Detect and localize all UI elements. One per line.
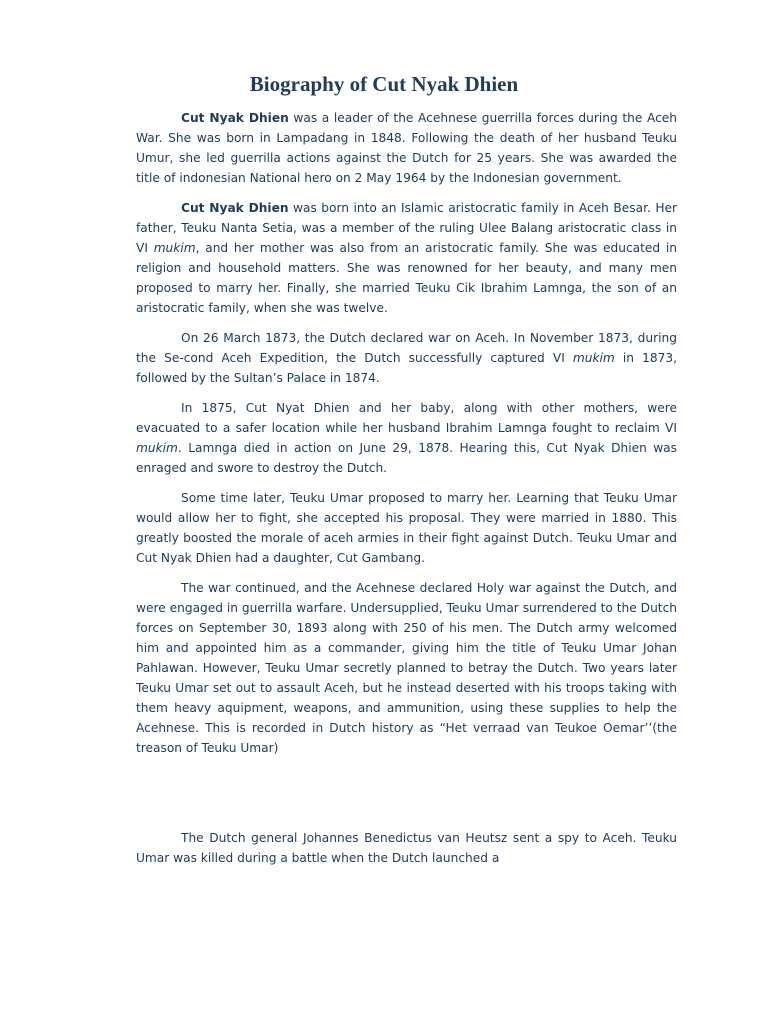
- paragraph-2-italic: mukim: [153, 241, 196, 255]
- paragraph-5-text: Some time later, Teuku Umar proposed to marry her. Learning that Teuku Umar would allow her to fight, she accepted his proposal. They were married in 1880. This greatly boosted the morale of aceh armies in their fight against Dutch. Teuku Umar and Cut Nyak Dhien had a daughter, Cut Gambang.: [136, 491, 677, 565]
- paragraph-2-text-b: , and her mother was also from an aristocratic family. She was educated in religion and household matters. She was renowned for her beauty, and many men proposed to marry her. Finally, she married Teuku Cik Ibrahim Lamnga, the son of an aristocratic family, when she was twelve.: [136, 241, 677, 315]
- paragraph-1: [136, 108, 677, 188]
- paragraph-2: [136, 198, 677, 318]
- paragraph-3-text-a: On 26 March 1873, the Dutch declared war on Aceh. In November 1873, during the Se-cond Aceh Expedition, the Dutch successfully captured VI: [136, 331, 677, 365]
- paragraph-3: [136, 328, 677, 388]
- paragraph-6-text: The war continued, and the Acehnese declared Holy war against the Dutch, and were engaged in guerrilla warfare. Undersupplied, Teuku Umar surrendered to the Dutch forces on September 30, 1893 along with 250 of his men. The Dutch army welcomed him and appointed him as a commander, giving him the title of Teuku Umar Johan Pahlawan. However, Teuku Umar secretly planned to betray the Dutch. Two years later Teuku Umar set out to assault Aceh, but he instead deserted with his troops taking with them heavy aquipment, weapons, and ammunition, using these supplies to help the Acehnese. This is recorded in Dutch history as “Het verraad van Teukoe Oemar’’(the treason of Teuku Umar): [136, 581, 677, 755]
- paragraph-7-text: The Dutch general Johannes Benedictus van Heutsz sent a spy to Aceh. Teuku Umar was killed during a battle when the Dutch launched a: [136, 831, 677, 865]
- document-body: [136, 108, 677, 878]
- paragraph-2-text-a: was born into an Islamic aristocratic family in Aceh Besar. Her father, Teuku Nanta Setia, was a member of the ruling Ulee Balang aristocratic class in VI: [136, 201, 677, 255]
- paragraph-4-text-a: In 1875, Cut Nyat Dhien and her baby, along with other mothers, were evacuated to a safer location while her husband Ibrahim Lamnga fought to reclaim VI: [136, 401, 677, 435]
- paragraph-2-bold-lead: Cut Nyak Dhien: [181, 201, 289, 215]
- paragraph-gap: [136, 768, 677, 828]
- paragraph-5: [136, 488, 677, 568]
- paragraph-6: [136, 578, 677, 758]
- paragraph-3-text-b: in 1873, followed by the Sultan’s Palace in 1874.: [136, 351, 677, 385]
- paragraph-4-text-b: . Lamnga died in action on June 29, 1878. Hearing this, Cut Nyak Dhien was enraged and swore to destroy the Dutch.: [136, 441, 677, 475]
- paragraph-7: [136, 828, 677, 868]
- paragraph-1-text: was a leader of the Acehnese guerrilla forces during the Aceh War. She was born in Lampadang in 1848. Following the death of her husband Teuku Umur, she led guerrilla actions against the Dutch for 25 years. She was awarded the title of indonesian National hero on 2 May 1964 by the Indonesian government.: [136, 111, 677, 185]
- paragraph-4: [136, 398, 677, 478]
- document-title: Biography of Cut Nyak Dhien: [249, 72, 519, 96]
- paragraph-4-italic: mukim: [136, 441, 178, 455]
- paragraph-1-bold-lead: Cut Nyak Dhien: [181, 111, 289, 125]
- paragraph-3-italic: mukim: [572, 351, 615, 365]
